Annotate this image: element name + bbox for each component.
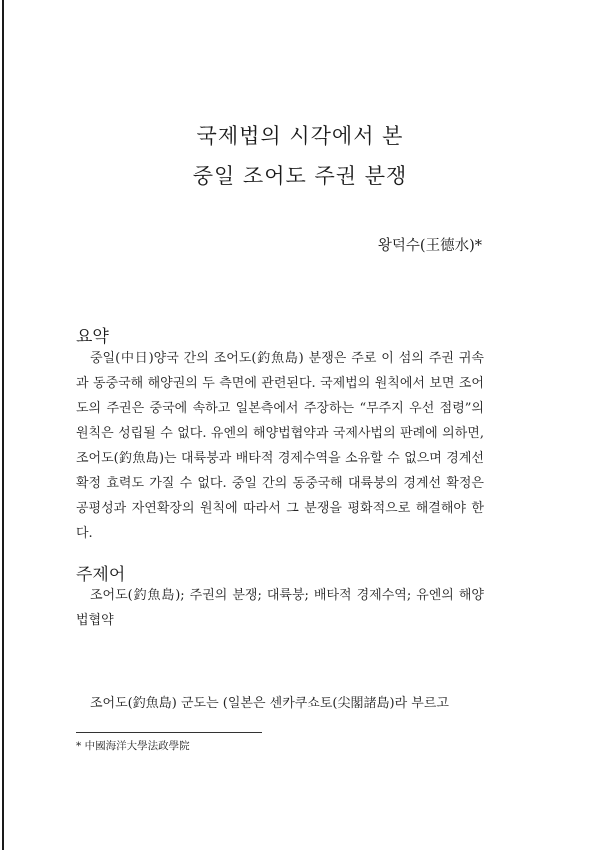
abstract-text: 중일(中日)양국 간의 조어도(釣魚島) 분쟁은 주로 이 섬의 주권 귀속과 동중국해 해양권의 두 측면에 관련된다. 국제법의 원칙에서 보면 조어도의 주권은 중국에 속하고 일본측에서 주장하는 “무주지 우선 점령”의 원칙은 성립될 수 없다. 유엔의 해양법협약과 국제사법의 판례에 의하면, 조어도(釣魚島)는 대륙붕과 배타적 경제수역을 소유할 수 없으며 경계선 확정 효력도 가질 수 없다. 중일 간의 동중국해 대륙붕의 경계선 확정은 공평성과 자연확장의 원칙에 따라서 그 분쟁을 평화적으로 해결해야 한다. [76, 351, 484, 541]
paper-title-line-2: 중일 조어도 주권 분쟁 [192, 164, 408, 188]
author-name: 왕덕수(王德水)* [377, 238, 482, 254]
footnote-divider [76, 732, 262, 733]
abstract-heading: 요약 [76, 327, 109, 347]
body-paragraph: 조어도(釣魚島) 군도는 (일본은 센카쿠쇼토(尖閣諸島)라 부르고 [90, 696, 449, 711]
keywords-heading: 주제어 [76, 565, 126, 585]
paper-title-line-1: 국제법의 시각에서 본 [196, 124, 404, 148]
footnote: * 中國海洋大學法政學院 [76, 740, 190, 752]
keywords-text: 조어도(釣魚島); 주권의 분쟁; 대륙붕; 배타적 경제수역; 유엔의 해양법협약 [76, 588, 484, 628]
